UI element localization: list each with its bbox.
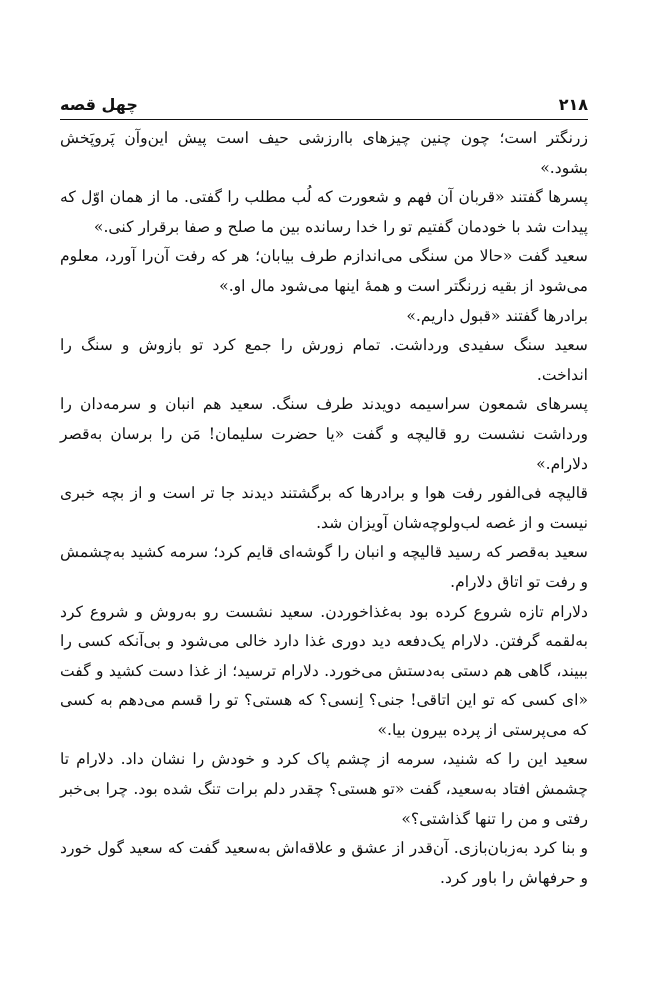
paragraph: سعید گفت «حالا من سنگی می‌اندازم طرف بیابان؛ هر که رفت آن‌را آورد، معلوم می‌شود از بقیه زرنگتر است و همهٔ اینها می‌شود مال او.» bbox=[60, 247, 588, 295]
running-header bbox=[60, 92, 588, 114]
page-number: ۲۱۸ bbox=[558, 95, 588, 114]
paragraph: قالیچه فی‌الفور رفت هوا و برادرها که برگشتند دیدند جا تر است و از بچه خبری نیست و از غصه لب‌ولوچه‌شان آویزان شد. bbox=[60, 484, 588, 532]
paragraph: دلارام تازه شروع کرده بود به‌غذاخوردن. سعید نشست رو به‌روش و شروع کرد به‌لقمه گرفتن. دلارام یک‌دفعه دید دوری غذا دارد خالی می‌شود و بی‌آنکه کسی را ببیند، گاهی هم دستی به‌دستش می‌خورد. دلارام ترسید؛ از غذا دست کشید و گفت «ای کسی که تو این اتاقی! جنی؟ اِنسی؟ که هستی؟ تو را قسم می‌دهم به کسی که می‌پرستی از پرده بیرون بیا.» bbox=[60, 602, 588, 739]
paragraph: پسرها گفتند «قربان آن فهم و شعورت که لُب مطلب را گفتی. ما از همان اوّل که پیدات شد با خودمان گفتیم تو را خدا رسانده بین ما صلح و صفا برقرار کنی.» bbox=[60, 188, 588, 236]
paragraph: زرنگتر است؛ چون چنین چیزهای باارزشی حیف است پیش این‌وآن پَروپَخش بشود.» bbox=[60, 129, 588, 177]
header-rule bbox=[60, 119, 588, 120]
book-title: چهل قصه bbox=[60, 95, 138, 114]
paragraph: برادرها گفتند «قبول داریم.» bbox=[406, 306, 588, 325]
paragraph: و بنا کرد به‌زبان‌بازی. آن‌قدر از عشق و علاقه‌اش به‌سعید گفت که سعید گول خورد و حرفهاش را باور کرد. bbox=[60, 839, 588, 887]
paragraph: پسرهای شمعون سراسیمه دویدند طرف سنگ. سعید هم انبان و سرمه‌دان را ورداشت نشست رو قالیچه و گفت «یا حضرت سلیمان! مَن را برسان به‌قصر دلارام.» bbox=[60, 395, 588, 473]
paragraph: سعید به‌قصر که رسید قالیچه و انبان را گوشه‌ای قایم کرد؛ سرمه کشید به‌چشمش و رفت تو اتاق دلارام. bbox=[60, 543, 588, 591]
book-page bbox=[60, 0, 588, 1000]
paragraph: سعید این را که شنید، سرمه از چشم پاک کرد و خودش را نشان داد. دلارام تا چشمش افتاد به‌سعید، گفت «تو هستی؟ چقدر دلم برات تنگ شده بود. چرا بی‌خبر رفتی و من را تنها گذاشتی؟» bbox=[60, 750, 588, 828]
paragraph: سعید سنگ سفیدی ورداشت. تمام زورش را جمع کرد تو بازوش و سنگ را انداخت. bbox=[60, 336, 588, 384]
body-text bbox=[60, 124, 588, 893]
